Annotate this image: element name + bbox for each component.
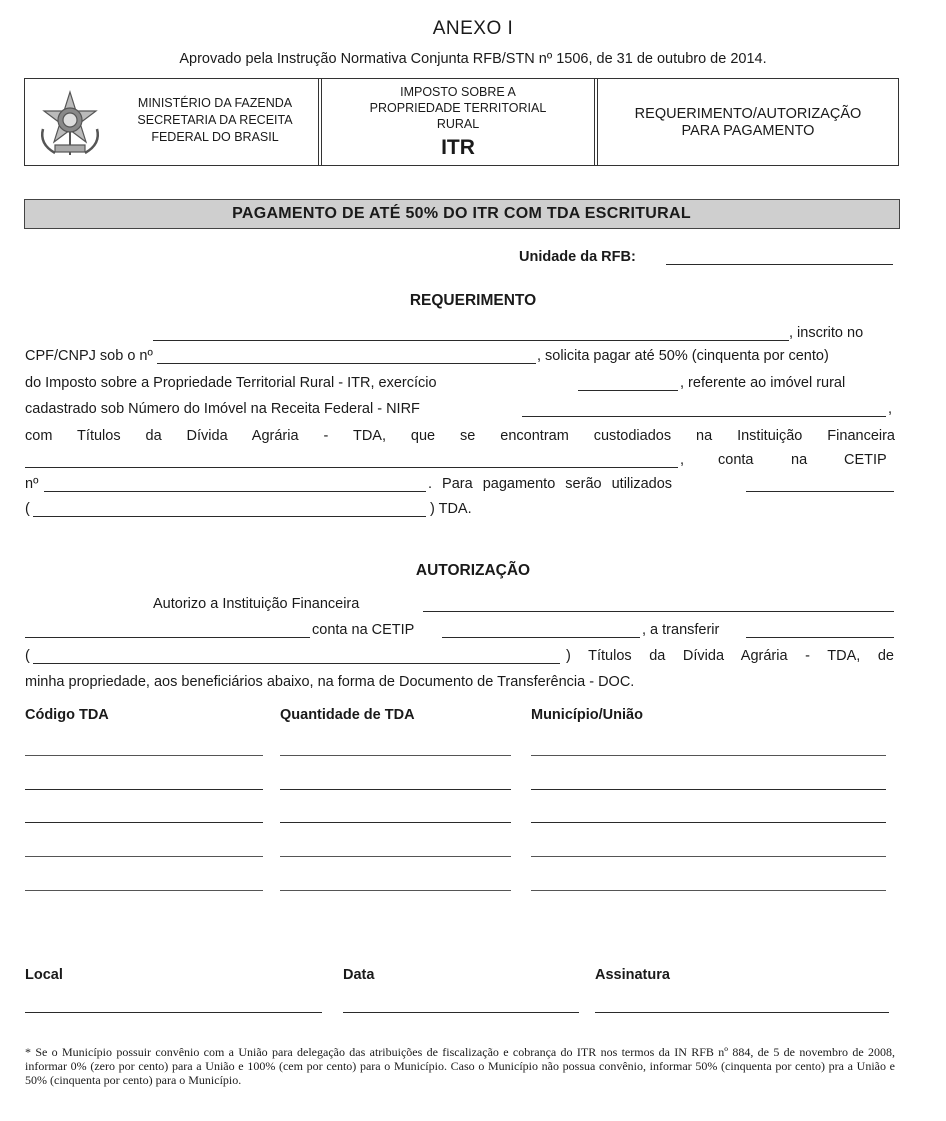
autorizacao-title: AUTORIZAÇÃO — [415, 562, 531, 579]
tax-cell — [322, 79, 594, 165]
municipio-field-row-2[interactable] — [531, 789, 886, 790]
req-text-2b: , solicita pagar até 50% (cinquenta por cento) — [537, 348, 829, 364]
municipio-field-row-4[interactable] — [531, 856, 886, 857]
req-text-2a: CPF/CNPJ sob o nº — [25, 348, 153, 364]
ministry-line-3: FEDERAL DO BRASIL — [151, 130, 279, 144]
assinatura-label: Assinatura — [595, 967, 670, 983]
cetip-account-field[interactable] — [44, 491, 426, 492]
nirf-field[interactable] — [522, 416, 886, 417]
req-text-3b: , referente ao imóvel rural — [680, 375, 846, 391]
aut-cetip-account-field[interactable] — [442, 637, 640, 638]
aut-transfer-quantity-field[interactable] — [746, 637, 894, 638]
institution-field[interactable] — [25, 467, 678, 468]
req-text-6a: , — [680, 452, 685, 468]
req-text-5: com Títulos da Dívida Agrária - TDA, que se encontram custodiados na Instituição Financeira — [25, 428, 895, 444]
req-text-3a: do Imposto sobre a Propriedade Territorial Rural - ITR, exercício — [25, 375, 437, 391]
aut-text-4: minha propriedade, aos beneficiários abaixo, na forma de Documento de Transferência - DOC. — [25, 674, 635, 690]
codigo-field-row-3[interactable] — [25, 822, 263, 823]
municipio-field-row-1[interactable] — [531, 755, 886, 756]
ministry-cell — [25, 79, 318, 165]
unit-label: Unidade da RFB: — [519, 249, 636, 265]
approval-line: Aprovado pela Instrução Normativa Conjunta RFB/STN nº 1506, de 31 de outubro de 2014. — [179, 51, 767, 67]
unit-field[interactable] — [666, 264, 893, 265]
col-header-quantidade: Quantidade de TDA — [280, 707, 415, 723]
local-field[interactable] — [25, 1012, 322, 1013]
form-type-line-2: PARA PAGAMENTO — [681, 123, 815, 139]
footnote: * Se o Município possuir convênio com a União para delegação das atribuições de fiscalização e cobrança do ITR nos termos da IN RFB nº 884, de 5 de novembro de 2008, informar 0% (zero por cento) para a União e 100% (cem por cento) para o Município. Caso o Município não possua convênio, informar 50% (cinquenta por cento) pra a União e 50% (cinquenta por cento) para o Município. — [25, 1045, 895, 1087]
codigo-field-row-5[interactable] — [25, 890, 263, 891]
aut-text-1: Autorizo a Instituição Financeira — [153, 596, 360, 612]
form-type-line-1: REQUERIMENTO/AUTORIZAÇÃO — [634, 106, 862, 122]
tda-quantity-words-field[interactable] — [33, 516, 426, 517]
signature-field[interactable] — [595, 1012, 889, 1013]
req-text-7a: nº — [25, 476, 39, 492]
quantidade-field-row-2[interactable] — [280, 789, 511, 790]
req-text-1: , inscrito no — [789, 325, 864, 341]
annex-title: ANEXO I — [432, 18, 514, 39]
exercise-year-field[interactable] — [578, 390, 678, 391]
form-type-cell — [598, 79, 898, 165]
codigo-field-row-4[interactable] — [25, 856, 263, 857]
ministry-line-1: MINISTÉRIO DA FAZENDA — [137, 96, 293, 110]
aut-text-2b: , a transferir — [642, 622, 720, 638]
quantidade-field-row-3[interactable] — [280, 822, 511, 823]
cpf-cnpj-field[interactable] — [157, 363, 536, 364]
aut-text-2a: conta na CETIP — [312, 622, 415, 638]
col-header-municipio: Município/União — [531, 707, 643, 723]
req-text-4a: cadastrado sob Número do Imóvel na Receita Federal - NIRF — [25, 401, 420, 417]
municipio-field-row-5[interactable] — [531, 890, 886, 891]
codigo-field-row-2[interactable] — [25, 789, 263, 790]
requester-name-field[interactable] — [153, 340, 789, 341]
req-text-6c: na — [791, 452, 808, 468]
tax-line-2: PROPRIEDADE TERRITORIAL — [369, 101, 547, 115]
codigo-field-row-1[interactable] — [25, 755, 263, 756]
req-text-6d: CETIP — [844, 452, 887, 468]
brazil-coat-of-arms-icon — [35, 89, 105, 164]
tax-line-1: IMPOSTO SOBRE A — [400, 85, 516, 99]
aut-transfer-words-field[interactable] — [33, 663, 560, 664]
aut-institution-field[interactable] — [423, 611, 894, 612]
req-text-8a: ( — [25, 501, 30, 517]
requerimento-title: REQUERIMENTO — [409, 292, 537, 309]
col-header-codigo: Código TDA — [25, 707, 109, 723]
date-field[interactable] — [343, 1012, 579, 1013]
banner-title: PAGAMENTO DE ATÉ 50% DO ITR COM TDA ESCRITURAL — [232, 205, 691, 222]
data-label: Data — [343, 967, 375, 983]
tax-abbrev: ITR — [441, 136, 475, 159]
tda-quantity-field[interactable] — [746, 491, 894, 492]
quantidade-field-row-4[interactable] — [280, 856, 511, 857]
header-box — [24, 78, 899, 166]
req-text-8b: ) TDA. — [430, 501, 472, 517]
ministry-line-2: SECRETARIA DA RECEITA — [137, 113, 293, 127]
municipio-field-row-3[interactable] — [531, 822, 886, 823]
local-label: Local — [25, 967, 63, 983]
req-text-7b: . Para pagamento serão utilizados — [428, 476, 673, 492]
quantidade-field-row-5[interactable] — [280, 890, 511, 891]
tax-line-3: RURAL — [436, 117, 480, 131]
title-banner — [24, 199, 900, 229]
aut-text-3b: ) Títulos da Dívida Agrária - TDA, de — [566, 648, 894, 664]
req-text-4b: , — [888, 401, 893, 417]
aut-institution-cont-field[interactable] — [25, 637, 310, 638]
aut-text-3a: ( — [25, 648, 30, 664]
quantidade-field-row-1[interactable] — [280, 755, 511, 756]
req-text-6b: conta — [718, 452, 754, 468]
